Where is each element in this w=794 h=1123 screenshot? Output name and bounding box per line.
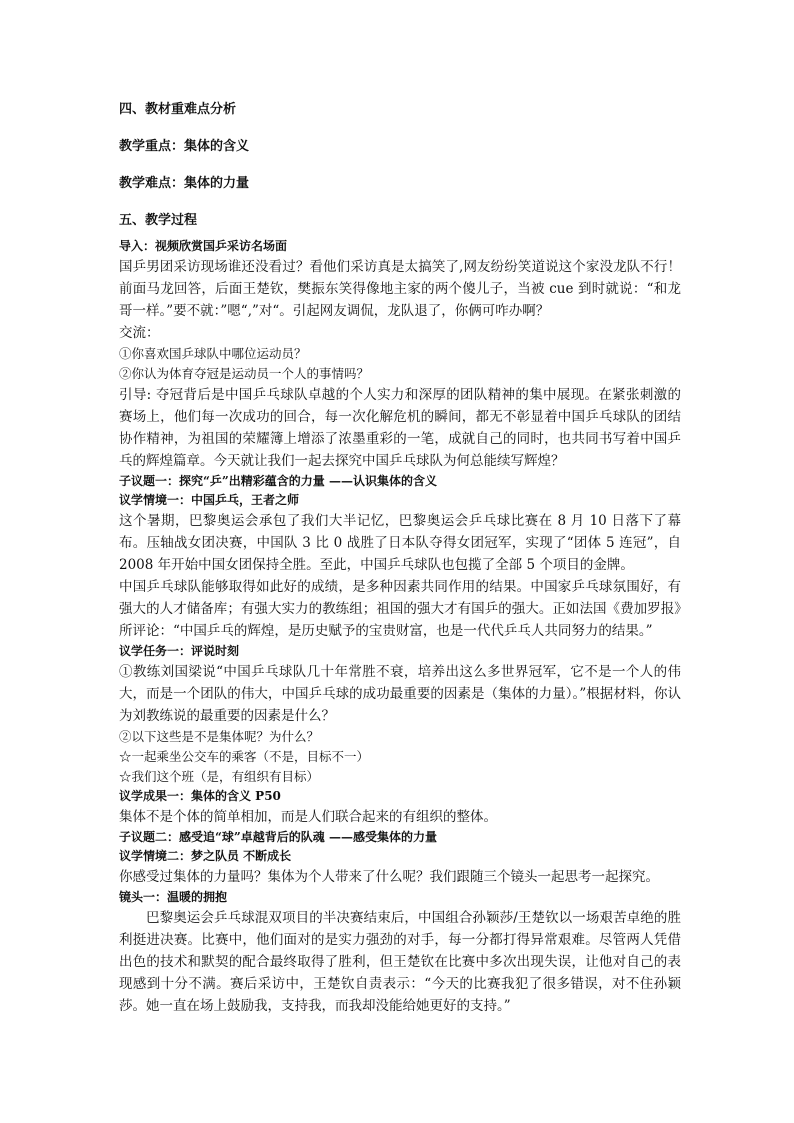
scene-2-text: 你感受过集体的力量吗？集体为个人带来了什么呢？我们跟随三个镜头一起思考一起探究。 bbox=[119, 869, 659, 885]
shot-1-paragraph: 巴黎奥运会乒乓球混双项目的半决赛结束后，中国组合孙颖莎/王楚钦以一场艰苦卓绝的胜利挺进决赛。比赛中，他们面对的是实力强劲的对手，每一分都打得异常艰难。尽管两人凭借出色的技术和默契的配合最终取得了胜利，但王楚钦在比赛中多次出现失误，让他对自己的表现感到十分不满。赛后采访中，王楚钦自责表示：“今天的比赛我犯了很多错误，对不住孙颖莎。她一直在场上鼓励我，支持我，而我却没能给她更好的支持。” bbox=[119, 910, 681, 1014]
task-1-question-2: ②以下这些是不是集体呢？为什么？ bbox=[119, 729, 320, 744]
document-page bbox=[119, 100, 681, 1017]
teaching-key-point: 教学重点：集体的含义 bbox=[119, 139, 250, 154]
guide-paragraph: 引导: 夺冠背后是中国乒乓球队卓越的个人实力和深厚的团队精神的集中展现。在紧张刺激的赛场上，他们每一次成功的回合，每一次化解危机的瞬间，都无不彰显着中国乒乓球队的团结协作精神，为祖国的荣耀簿上增添了浓墨重彩的一笔，成就自己的同时，也共同书写着中国乒乓的辉煌篇章。今天就让我们一起去探究中国乒乓球队为何总能续写辉煌？ bbox=[119, 387, 681, 469]
intro-paragraph: 国乒男团采访现场谁还没看过？看他们采访真是太搞笑了,网友纷纷笑道说这个家没龙队不行！前面马龙回答，后面王楚钦，樊振东笑得像地主家的两个傻儿子，当被 cue 到时就说：“和龙哥一样。”要不就：”嗯“,”对“。引起网友调侃，龙队退了，你俩可咋办啊？ bbox=[119, 259, 681, 319]
task-1-option-1: ☆一起乘坐公交车的乘客（不是，目标不一） bbox=[119, 749, 370, 764]
scene-1-paragraph-1: 这个暑期，巴黎奥运会承包了我们大半记忆，巴黎奥运会乒乓球比赛在 8 月 10 日落下了幕布。压轴战女团决赛，中国队 3 比 0 战胜了日本队夺得女团冠军，实现了“团体 5 连冠”，自 2008 年开始中国女团保持全胜。至此，中国乒乓球队也包揽了全部 5 个项目的金牌。 bbox=[119, 513, 681, 573]
shot-1-title: 镜头一：温暖的拥抱 bbox=[119, 890, 228, 904]
exchange-label: 交流： bbox=[119, 325, 160, 341]
section-heading-5: 五、教学过程 bbox=[119, 213, 198, 228]
teaching-difficult-point: 教学难点：集体的力量 bbox=[119, 176, 250, 191]
scene-2-title: 议学情境二：梦之队员 不断成长 bbox=[119, 849, 292, 863]
sub-topic-2: 子议题二：感受追“球”卓越背后的队魂 ——感受集体的力量 bbox=[119, 830, 437, 844]
intro-title: 导入：视频欣赏国乒采访名场面 bbox=[119, 239, 288, 253]
question-2: ②你认为体育夺冠是运动员一个人的事情吗？ bbox=[119, 366, 370, 381]
section-heading-4: 四、教材重难点分析 bbox=[119, 102, 237, 117]
result-1-title: 议学成果一：集体的含义 P50 bbox=[119, 789, 281, 803]
task-1-title: 议学任务一：评说时刻 bbox=[119, 644, 240, 658]
result-1-text: 集体不是个体的简单相加，而是人们联合起来的有组织的整体。 bbox=[119, 809, 497, 825]
scene-1-paragraph-2: 中国乒乓球队能够取得如此好的成绩，是多种因素共同作用的结果。中国家乒乓球氛围好，有强大的人才储备库；有强大实力的教练组；祖国的强大才有国乒的强大。正如法国《费加罗报》所评论：“中国乒乓的辉煌，是历史赋予的宝贵财富，也是一代代乒乓人共同努力的结果。” bbox=[119, 579, 681, 639]
question-1: ①你喜欢国乒球队中哪位运动员？ bbox=[119, 346, 307, 361]
sub-topic-1: 子议题一：探究“乒”出精彩蕴含的力量 ——认识集体的含义 bbox=[119, 474, 437, 488]
task-1-paragraph: ①教练刘国梁说“中国乒乓球队几十年常胜不衰，培养出这么多世界冠军，它不是一个人的伟大，而是一个团队的伟大，中国乒乓球的成功最重要的因素是（集体的力量）。”根据材料，你认为刘教练说的最重要的因素是什么？ bbox=[119, 664, 681, 724]
scene-1-title: 议学情境一：中国乒乓，王者之师 bbox=[119, 493, 300, 507]
task-1-option-2: ☆我们这个班（是，有组织有目标） bbox=[119, 769, 320, 784]
